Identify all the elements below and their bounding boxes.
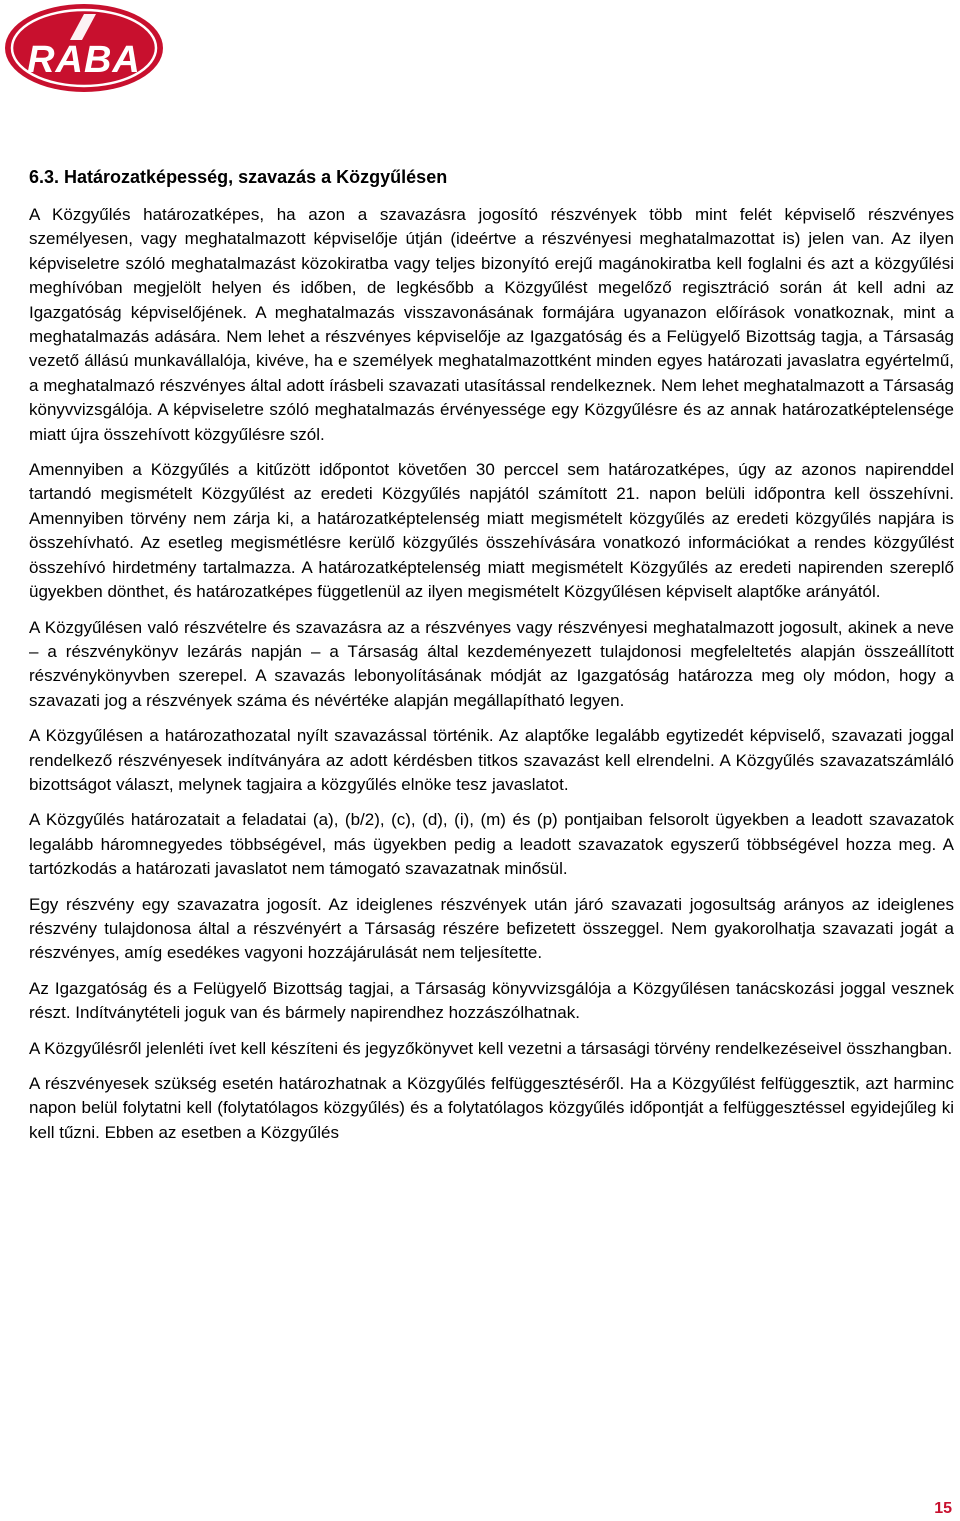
paragraph: A Közgyűlésről jelenléti ívet kell készíteni és jegyzőkönyvet kell vezetni a társasági törvény rendelkezéseivel összhangban. (29, 1038, 953, 1058)
paragraph: Az Igazgatóság és a Felügyelő Bizottság tagjai, a Társaság könyvvizsgálója a Közgyűlésen tanácskozási joggal vesznek részt. Indítványtételi joguk van és bármely napirendhez hozzászólhatnak. (29, 978, 954, 1023)
svg-text:RABA: RABA (27, 39, 141, 81)
raba-logo (0, 0, 168, 100)
paragraph: A Közgyűlés határozatképes, ha azon a szavazásra jogosító részvények több mint felét képviselő részvényes személyesen, vagy meghatalmazott képviselője útján (ideértve a részvényesi meghatalmazottat is) jelen van. Az ilyen képviseletre szóló meghatalmazást közokiratba vagy teljes bizonyító erejű magánokiratba kell foglalni és azt a közgyűlési meghívóban megjelölt helyen és időben, de legkésőbb a Közgyűlést megelőző regisztráció során át kell adni az Igazgatóság képviselőjének. A meghatalmazás visszavonásának formájára ugyanazon előírások vonatkoznak, mint a meghatalmazás adására. Nem lehet a részvényes képviselője az Igazgatóság és a Felügyelő Bizottság tagja, a Társaság vezető állású munkavállalója, kivéve, ha e személyek meghatalmazottként minden egyes határozati javaslatra egyértelmű, a meghatalmazó részvényes által adott írásbeli szavazati utasítással rendelkeznek. Nem lehet meghatalmazott a Társaság könyvvizsgálója. A képviseletre szóló meghatalmazás érvényessége egy Közgyűlésre és az annak határozatképtelensége miatt újra összehívott közgyűlésre szól. (29, 205, 954, 444)
raba-logo-graphic (0, 0, 168, 100)
paragraph: A Közgyűlésen a határozathozatal nyílt szavazással történik. Az alaptőke legalább egytizedét képviselő, szavazati joggal rendelkező részvényesek indítványára az adott kérdésben titkos szavazást kell elrendelni. A Közgyűlés szavazatszámláló bizottságot választ, melynek tagjaira a közgyűlés elnöke tesz javaslatot. (29, 726, 954, 794)
document-body (29, 203, 954, 1156)
section-heading: 6.3. Határozatképesség, szavazás a Közgyűlésen (29, 167, 448, 187)
paragraph: Amennyiben a Közgyűlés a kitűzött időpontot követően 30 perccel sem határozatképes, úgy az azonos napirenddel tartandó megismételt Közgyűlést az eredeti Közgyűlés napjától számított 21. napon belüli időpontra kell összehívni. Amennyiben törvény nem zárja ki, a határozatképtelenség miatt megismételt közgyűlés az eredeti közgyűlés napjára is összehívható. Az esetleg megismétlésre kerülő közgyűlés összehívására vonatkozó információkat a rendes közgyűlést összehívó hirdetmény tartalmazza. A határozatképtelenség miatt megismételt Közgyűlés az eredeti napirenden szereplő ügyekben dönthet, és határozatképes függetlenül az ilyen megismételt Közgyűlésen képviselt alaptőke arányától. (29, 460, 954, 602)
paragraph: Egy részvény egy szavazatra jogosít. Az ideiglenes részvények után járó szavazati jogosultság arányos az ideiglenes részvény tulajdonosa által a részvényért a Társaság részére befizetett összeggel. Nem gyakorolhatja szavazati jogát a részvényes, amíg esedékes vagyoni hozzájárulását nem teljesítette. (29, 894, 954, 963)
paragraph: A Közgyűlésen való részvételre és szavazásra az a részvényes vagy részvényesi meghatalmazott jogosult, akinek a neve – a részvénykönyv lezárás napján – a Társaság által kezdeményezett tulajdonosi megfeleltetés alapján összeállított részvénykönyvben szerepel. A szavazás lebonyolításának módját az Igazgatóság határozza meg oly módon, hogy a szavazati jog a részvények száma és névértéke alapján megállapítható legyen. (29, 617, 954, 710)
paragraph: A részvényesek szükség esetén határozhatnak a Közgyűlés felfüggesztéséről. Ha a Közgyűlést felfüggesztik, azt harminc napon belül folytatni kell (folytatólagos közgyűlés) és a folytatólagos közgyűlés időpontját a felfüggesztéssel egyidejűleg ki kell tűzni. Ebben az esetben a Közgyűlés (29, 1074, 954, 1142)
page-number: 15 (934, 1500, 952, 1517)
paragraph: A Közgyűlés határozatait a feladatai (a), (b/2), (c), (d), (i), (m) és (p) pontjaiban felsorolt ügyekben a leadott szavazatok legalább háromnegyedes többségével, más ügyekben pedig a leadott szavazatok egyszerű többségével hozza meg. A tartózkodás a határozati javaslatot nem támogató szavazatnak minősül. (29, 810, 954, 879)
